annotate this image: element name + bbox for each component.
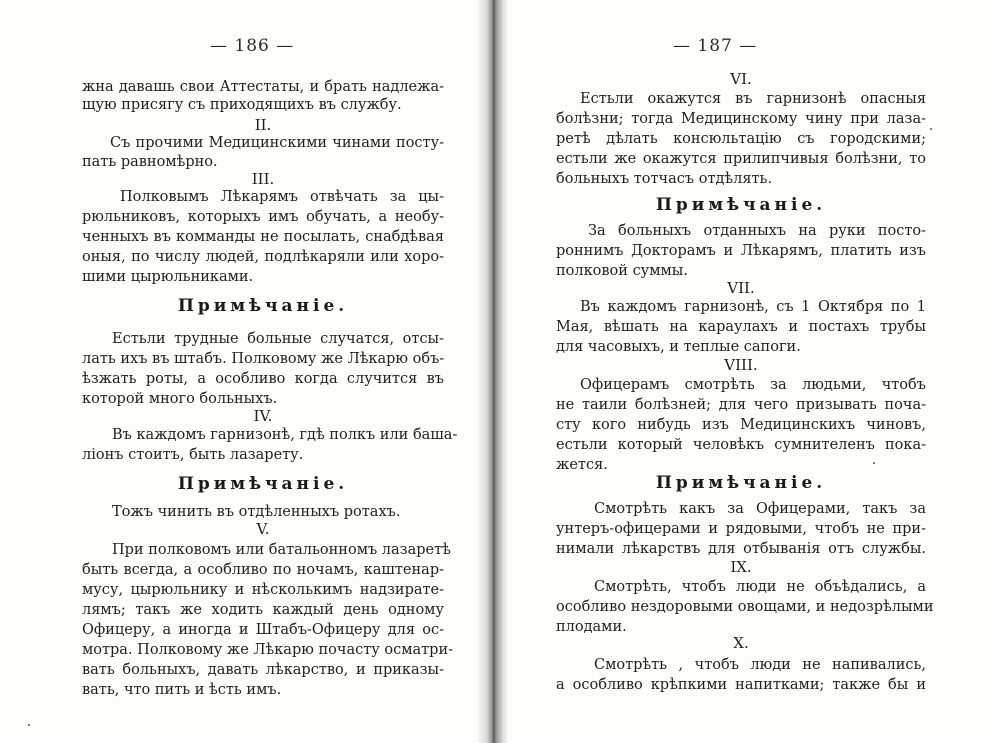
note-heading: Примѣчаніе. [177, 296, 349, 316]
text-line: лямъ; такъ же ходить каждый день одному [82, 602, 444, 618]
scan-speck [873, 462, 875, 464]
text-line: Офицерамъ смотрѣть за людьми, чтобъ [580, 377, 926, 393]
text-line: Полковымъ Лѣкарямъ отвѣчать за цы- [120, 189, 444, 205]
text-line: ліонъ стоитъ, быть лазарету. [82, 447, 304, 463]
scan-speck [930, 128, 932, 130]
text-line: больныхъ тотчасъ отдѣлять. [556, 171, 773, 187]
text-line: роннимъ Докторамъ и Лѣкарямъ, платить изъ [556, 243, 926, 259]
text-line: ретѣ дѣлать консюльтацію съ городскими; [556, 131, 926, 147]
text-line: плодами. [556, 619, 627, 635]
text-line: пать равномѣрно. [82, 154, 218, 170]
text-line: Естьли окажутся въ гарнизонѣ опасныя [580, 91, 926, 107]
note-heading: Примѣчаніе. [177, 474, 349, 494]
section-number: IX. [730, 558, 752, 576]
left-page [0, 0, 478, 743]
text-line: унтеръ-офицерами и рядовыми, чтобъ не при- [556, 521, 926, 537]
text-line: для часовыхъ, и теплые сапоги. [556, 339, 801, 355]
right-page [508, 0, 1000, 743]
text-line: Въ каждомъ гарнизонѣ, съ 1 Октября по 1 [580, 299, 926, 315]
text-line: вать, что пить и ѣсть имъ. [82, 682, 282, 698]
text-line: полковой суммы. [556, 263, 688, 279]
book-gutter [478, 0, 508, 743]
text-line: не таили болѣзней; для чего призывать поча- [556, 397, 926, 413]
text-line: ѣзжать роты, а особливо когда случится въ [82, 371, 444, 387]
text-line: рюльниковъ, которыхъ имъ обучать, а необу- [82, 209, 444, 225]
section-number: IV. [253, 407, 273, 425]
section-number: V. [256, 520, 270, 538]
text-line: Смотрѣть , чтобъ люди не напивались, [594, 657, 926, 673]
text-line: ченныхъ въ комманды не посылать, снабдѣвая [82, 229, 444, 245]
text-line: особливо нездоровыми овощами, и недозрѣлыми [556, 599, 934, 615]
scan-speck [28, 724, 30, 726]
section-number: X. [733, 634, 749, 652]
text-line: При полковомъ или батальонномъ лазаретѣ [112, 542, 451, 558]
text-line: которой много больныхъ. [82, 391, 278, 407]
page-number: — 186 — [210, 36, 295, 56]
text-line: Въ каждомъ гарнизонѣ, гдѣ полкъ или баша- [112, 427, 458, 443]
text-line: жна давашь свои Аттестаты, и брать надлежа- [82, 79, 444, 95]
text-line: Естьли трудные больные случатся, отсы- [112, 331, 444, 347]
text-line: а особливо крѣпкими напитками; также бы и [556, 677, 926, 693]
text-line: Смотрѣть, чтобъ люди не объѣдались, а [594, 579, 926, 595]
section-number: VI. [730, 70, 752, 88]
text-line: быть всегда, а особливо по ночамъ, каштенар- [82, 562, 444, 578]
section-number: III. [251, 170, 275, 188]
note-heading: Примѣчаніе. [655, 195, 827, 215]
text-line: Смотрѣть какъ за Офицерами, такъ за [594, 501, 926, 517]
text-line: вать больныхъ, давать лѣкарство, и приказы- [82, 662, 444, 678]
text-line: мотра. Полковому же Лѣкарю почасту осматри- [82, 642, 454, 658]
text-line: сту кого нибудь изъ Медицинскихъ чиновъ, [556, 417, 926, 433]
section-number: II. [254, 116, 272, 134]
section-number: VII. [727, 279, 755, 297]
page-number: — 187 — [673, 36, 758, 56]
note-heading: Примѣчаніе. [655, 473, 827, 493]
text-line: Тожъ чинить въ отдѣленныхъ ротахъ. [112, 504, 401, 520]
text-line: мусу, цырюльнику и нѣсколькимъ надзирате- [82, 582, 444, 598]
text-line: Съ прочими Медицинскими чинами посту- [110, 135, 444, 151]
text-line: За больныхъ отданныхъ на руки посто- [588, 223, 926, 239]
text-line: жется. [556, 457, 608, 473]
text-line: лать ихъ въ штабъ. Полковому же Лѣкарю объ- [82, 351, 445, 367]
text-line: болѣзни; тогда Медицинскому чину при лаза- [556, 111, 926, 127]
text-line: нимали лѣкарствъ для отбыванія отъ службы. [556, 541, 926, 557]
text-line: естьли который человѣкъ сумнителенъ пока- [556, 437, 926, 453]
text-line: оныя, по числу людей, подлѣкаряли или хоро- [82, 249, 444, 265]
text-line: естьли же окажутся прилипчивыя болѣзни, то [556, 151, 926, 167]
section-number: VIII. [724, 356, 758, 374]
text-line: Офицеру, а иногда и Штабъ-Офицеру для ос- [82, 622, 444, 638]
text-line: Мая, вѣшать на караулахъ и постахъ трубы [556, 319, 926, 335]
text-line: щую присягу съ приходящихъ въ службу. [82, 97, 402, 113]
text-line: шими цырюльниками. [82, 269, 254, 285]
